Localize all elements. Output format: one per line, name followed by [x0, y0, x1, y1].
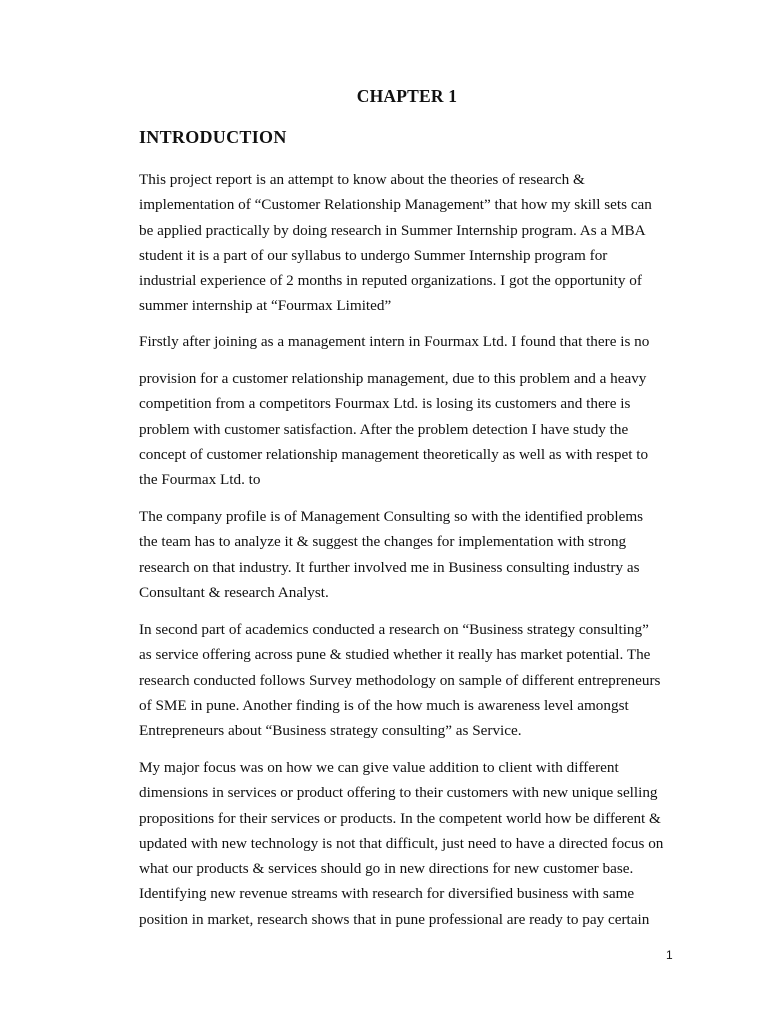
paragraph-line: summer internship at “Fourmax Limited” [139, 297, 392, 315]
paragraph-line: propositions for their services or products. In the competent world how be different & [139, 809, 661, 827]
paragraph-line: be applied practically by doing research in Summer Internship program. As a MBA [139, 221, 646, 239]
paragraph-line: This project report is an attempt to know about the theories of research & [139, 171, 585, 188]
paragraph-line: what our products & services should go in new directions for new customer base. [139, 860, 634, 878]
paragraph-line: Firstly after joining as a management intern in Fourmax Ltd. I found that there is no [139, 333, 650, 350]
paragraph-provision [139, 366, 699, 492]
paragraph-line: research conducted follows Survey methodology on sample of different entrepreneurs [139, 671, 661, 689]
paragraph-line: Identifying new revenue streams with research for diversified business with same [139, 885, 635, 903]
paragraph-major-focus [139, 755, 699, 932]
paragraph-line: provision for a customer relationship management, due to this problem and a heavy [139, 370, 647, 387]
paragraph-line: position in market, research shows that in pune professional are ready to pay certain [139, 910, 650, 928]
paragraph-second-part [139, 617, 699, 743]
paragraph-line: research on that industry. It further involved me in Business consulting industry as [139, 558, 640, 576]
paragraph-line: In second part of academics conducted a research on “Business strategy consulting” [139, 621, 649, 638]
paragraph-line: competition from a competitors Fourmax Ltd. is losing its customers and there is [139, 395, 631, 413]
paragraph-line: industrial experience of 2 months in reputed organizations. I got the opportunity of [139, 272, 642, 290]
paragraph-line: My major focus was on how we can give value addition to client with different [139, 759, 619, 776]
paragraph-line: concept of customer relationship management theoretically as well as with respet to [139, 445, 649, 463]
paragraph-line: as service offering across pune & studied whether it really has market potential. The [139, 646, 651, 664]
paragraph-line: The company profile is of Management Consulting so with the identified problems [139, 508, 644, 525]
paragraph-line: Entrepreneurs about “Business strategy consulting” as Service. [139, 722, 522, 740]
paragraph-line: dimensions in services or product offering to their customers with new unique selling [139, 784, 658, 802]
paragraph-line: the team has to analyze it & suggest the changes for implementation with strong [139, 533, 627, 551]
paragraph-line: the Fourmax Ltd. to [139, 471, 261, 489]
page-number: 1 [666, 948, 673, 962]
chapter-label: CHAPTER 1 [356, 86, 458, 106]
paragraph-firstly [139, 329, 699, 354]
paragraph-line: of SME in pune. Another finding is of the how much is awareness level amongst [139, 696, 629, 714]
paragraph-intro [139, 167, 699, 319]
paragraph-company-profile [139, 504, 699, 605]
paragraph-line: problem with customer satisfaction. After the problem detection I have study the [139, 420, 629, 438]
section-heading: INTRODUCTION [139, 127, 287, 147]
paragraph-line: updated with new technology is not that difficult, just need to have a directed focus on [139, 834, 664, 852]
paragraph-line: implementation of “Customer Relationship Management” that how my skill sets can [139, 196, 652, 214]
paragraph-line: student it is a part of our syllabus to undergo Summer Internship program for [139, 246, 608, 264]
paragraph-line: Consultant & research Analyst. [139, 583, 329, 601]
